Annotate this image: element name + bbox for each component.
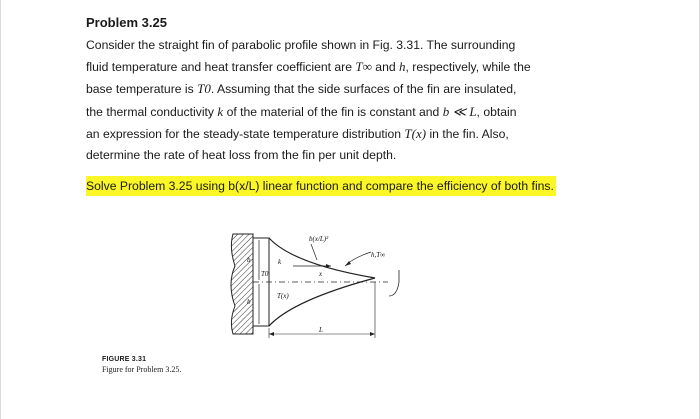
- label-b-top: b: [247, 256, 251, 264]
- symbol-t-infinity: T∞: [355, 59, 372, 75]
- line-5b: in the fin. Also,: [426, 126, 509, 141]
- problem-document: [86, 14, 646, 196]
- problem-title: Problem 3.25: [86, 15, 167, 30]
- line-2b: and: [371, 60, 400, 75]
- symbol-b-much-less-l: b ≪ L: [442, 103, 477, 119]
- l-arrow-right: [370, 332, 375, 336]
- fin-profile-bottom: [269, 278, 375, 326]
- figure-caption: [102, 355, 181, 375]
- line-4a: the thermal conductivity: [86, 104, 218, 119]
- line-4b: of the material of the fin is constant and: [223, 104, 443, 119]
- symbol-t0: T0: [197, 81, 211, 97]
- line-1: Consider the straight fin of parabolic profile shown in Fig. 3.31. The surrounding: [86, 38, 516, 52]
- left-border: [0, 0, 1, 419]
- fin-figure: [223, 226, 413, 342]
- label-tx: T(x): [277, 292, 289, 300]
- highlighted-task: Solve Problem 3.25 using b(x/L) linear function and compare the efficiency of both fins.: [86, 176, 556, 196]
- wall-hatch: [231, 234, 253, 334]
- label-t0: T0: [261, 270, 269, 278]
- profile-leader: [311, 244, 317, 260]
- line-3a: base temperature is: [86, 82, 198, 97]
- symbol-k: k: [217, 103, 224, 119]
- symbol-h: h: [399, 59, 406, 75]
- heat-flow-curve: [389, 270, 399, 296]
- line-6: determine the rate of heat loss from the fin per unit depth.: [86, 148, 397, 163]
- label-ambient: h,T∞: [371, 251, 386, 259]
- symbol-tx: T(x): [404, 125, 427, 141]
- problem-statement: [86, 35, 646, 166]
- label-profile: b(x/L)²: [309, 235, 329, 243]
- label-b-bottom: b: [247, 298, 251, 306]
- line-2c: , respectively, while the: [405, 60, 531, 75]
- line-4c: , obtain: [476, 104, 517, 119]
- label-x: x: [319, 270, 323, 278]
- l-arrow-left: [269, 332, 274, 336]
- label-length: L: [319, 326, 323, 334]
- line-2a: fluid temperature and heat transfer coefficient are: [86, 60, 356, 75]
- label-k: k: [278, 258, 282, 266]
- line-3b: . Assuming that the side surfaces of the fin are insulated,: [210, 82, 517, 97]
- line-5a: an expression for the steady-state temperature distribution: [86, 126, 405, 141]
- caption-label: FIGURE 3.31: [102, 356, 147, 363]
- caption-text: Figure for Problem 3.25.: [102, 365, 182, 374]
